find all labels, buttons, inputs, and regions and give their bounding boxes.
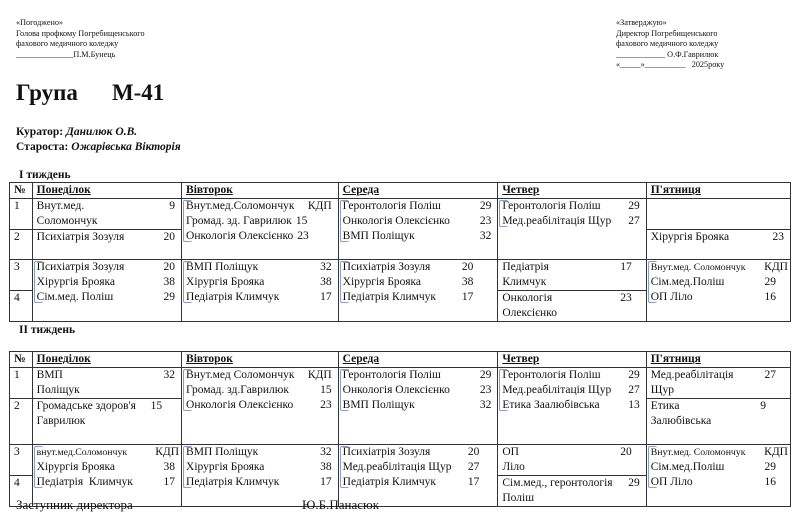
subject: Сім.мед.Поліш [650,461,725,473]
room: КДП [307,200,332,212]
room: 27 [764,369,776,381]
subject: Громад. зд. Гаврилюк [186,215,292,227]
table-row [10,368,791,399]
handwritten-bracket [340,369,349,411]
subject: Хірургія Брояка [36,276,116,288]
subject: внут.мед.Соломончук [36,447,128,458]
subject: Педіатрія Климчук [36,476,133,488]
handwritten-bracket [183,446,192,488]
room: 32 [479,399,492,411]
room: КДП [155,446,180,458]
subject: Хірургія Брояка [650,231,730,243]
schedule-cell [32,260,181,322]
subject: ОП Ліло [650,291,693,303]
room: 29 [479,200,492,212]
approval-line: фахового медичного коледжу [616,39,719,48]
subject: Сім.мед., геронтологія Поліш [502,477,613,504]
header-thursday: Четвер [498,352,646,368]
room: 20 [163,261,176,273]
subject: Мед.реабілітація Щур [650,369,734,396]
approval-block-left [16,18,145,60]
week1-heading: І тиждень [19,169,71,181]
room: 17 [163,476,176,488]
subject: Психіатрія Зозуля [36,231,125,243]
header-tuesday: Вівторок [182,352,339,368]
subject: Геронтологія Поліш [342,200,441,212]
pair-number: 2 [10,230,33,260]
subject: Мед.реабілітація Щур [502,384,612,396]
pair-number: 4 [10,476,33,507]
header-wednesday: Середа [338,183,498,199]
room: 16 [764,291,776,303]
room: 23 [320,399,332,411]
room: 9 [169,200,176,212]
room: 20 [620,446,632,458]
room: 29 [764,276,776,288]
handwritten-bracket [183,369,192,411]
pair-number: 4 [10,291,33,322]
handwritten-bracket [499,200,508,227]
page-title [16,80,164,106]
approval-line: «Погоджено» [16,18,64,27]
room: 17 [320,476,332,488]
subject: Сім.мед.Поліш [650,276,725,288]
schedule-cell [32,230,181,260]
monitor-line [16,141,181,153]
subject: Етика Заалюбівська [502,399,600,411]
table-row [10,260,791,291]
week2-schedule-table [9,351,791,507]
subject: ОП Ліло [502,446,525,473]
room: 32 [163,369,176,381]
room: 38 [320,461,332,473]
room: 29 [479,369,492,381]
subject: Педіатрія Климчук [186,291,280,303]
subject: Геронтологія Поліш [502,200,601,212]
subject: Геронтологія Поліш [342,369,441,381]
table-header-row [10,352,791,368]
approval-line: ____________ О.Ф.Гаврилюк [616,49,719,59]
subject: Онкологія Олексієнко [186,399,294,411]
approval-block-right [616,18,724,71]
room: 38 [163,276,176,288]
subject: Онкологія Олексієнко [342,384,450,396]
header-friday: П'ятниця [646,183,790,199]
curator-name: Данилюк О.В. [66,126,138,138]
schedule-cell [646,199,790,230]
schedule-cell [498,368,646,445]
table-header-row [10,183,791,199]
subject: Внут.мед. Соломончук [650,447,746,458]
pair-number: 3 [10,445,33,476]
subject: Внут.мед. Соломончук [650,262,746,273]
header-thursday: Четвер [498,183,646,199]
handwritten-bracket [648,261,657,303]
room: 29 [628,200,640,212]
room: 17 [620,261,632,273]
room: 27 [628,215,640,227]
room: 20 [461,261,474,273]
group-label: Група [16,80,78,105]
subject: ВМП Поліщук [186,261,259,273]
subject: ВМП Поліщук [342,230,415,242]
schedule-cell [338,368,498,445]
subject: Педіатрія Климчук [186,476,280,488]
curator-label: Куратор: [16,126,64,138]
handwritten-bracket [34,261,43,303]
header-num: № [10,352,33,368]
room: 17 [461,291,474,303]
room: 32 [320,446,332,458]
room: 23 [297,230,309,242]
subject: Геронтологія Поліш [502,369,601,381]
schedule-cell [646,260,790,322]
header-friday: П'ятниця [646,352,790,368]
subject: Громад. зд.Гаврилюк [186,384,289,396]
room: 15 [320,384,332,396]
room: 32 [479,230,492,242]
monitor-name: Ожарівська Вікторія [71,141,181,153]
subject: ВМП Поліщук [186,446,259,458]
schedule-cell [646,230,790,260]
schedule-cell [498,199,646,260]
subject: Внут.мед. Соломончук [36,200,98,227]
signature-name: Ю.Б.Панасюк [302,497,380,512]
handwritten-bracket [499,369,508,411]
handwritten-bracket [34,446,43,488]
header-tuesday: Вівторок [182,183,339,199]
header-wednesday: Середа [338,352,498,368]
room: 38 [163,461,176,473]
pair-number: 2 [10,399,33,445]
schedule-cell [338,260,498,322]
handwritten-bracket [648,446,657,488]
table-row [10,199,791,230]
handwritten-bracket [340,261,349,303]
subject: Мед.реабілітація Щур [502,215,612,227]
curator-line [16,126,137,138]
room: 23 [620,292,632,304]
room: 15 [150,400,163,412]
room: 29 [628,369,640,381]
room: 20 [163,231,176,243]
signature-role: Заступник директора [16,497,133,512]
subject: Хірургія Брояка [186,461,265,473]
room: 9 [760,400,766,412]
handwritten-bracket [183,200,192,242]
approval-line: «_____»__________ 2025року [616,60,725,69]
schedule-cell [498,291,646,322]
subject: Мед.реабілітація Щур [342,461,452,473]
subject: ВМП Поліщук [36,369,80,396]
header-monday: Понеділок [32,183,181,199]
room: 27 [467,461,480,473]
schedule-cell [182,199,339,260]
schedule-cell [646,445,790,507]
schedule-cell [646,399,790,445]
subject: Психіатрія Зозуля [342,446,431,458]
handwritten-bracket [183,261,192,303]
group-code: М-41 [111,80,165,105]
header-num: № [10,183,33,199]
subject: Онкологія Олексієнко [502,292,557,319]
approval-line: Голова профкому Погребищенського [16,28,145,38]
week2-heading: ІІ тиждень [19,324,76,336]
subject: Хірургія Брояка [342,276,422,288]
schedule-cell [182,260,339,322]
approval-line: Директор Погребищенського [616,28,718,38]
schedule-cell [498,476,646,507]
schedule-cell [338,199,498,260]
room: 23 [772,231,784,243]
subject: Сім.мед. Поліш [36,291,114,303]
schedule-cell [32,399,181,445]
schedule-cell [182,368,339,445]
room: 29 [163,291,176,303]
table-row [10,445,791,476]
monitor-label: Староста: [16,141,69,153]
subject: Педіатрія Климчук [502,261,549,288]
schedule-cell [646,368,790,399]
room: 38 [461,276,474,288]
room: 23 [479,215,492,227]
subject: Педіатрія Климчук [342,291,437,303]
subject: Хірургія Брояка [36,461,116,473]
room: 27 [628,384,640,396]
room: 16 [764,476,776,488]
subject: Хірургія Брояка [186,276,265,288]
subject: Психіатрія Зозуля [36,261,125,273]
room: 15 [295,215,308,227]
room: 23 [479,384,492,396]
subject: Внут.мед Соломончук [186,369,295,381]
room: 29 [764,461,776,473]
week1-schedule-table [9,182,791,322]
room: 17 [467,476,480,488]
subject: Онкологія Олексієнко [186,230,294,242]
room: 29 [628,477,640,489]
schedule-cell [32,368,181,399]
room: 32 [320,261,332,273]
handwritten-bracket [340,446,349,488]
subject: Внут.мед.Соломончук [186,200,295,212]
handwritten-bracket [340,200,349,242]
room: КДП [764,261,788,273]
approval-line: фахового медичного коледжу [16,39,119,48]
approval-line: ______________П.М.Бунець [16,49,116,59]
subject: Громадське здоров'я Гаврилюк [36,400,136,427]
approval-line: «Затверджую» [616,18,667,27]
room: КДП [764,446,788,458]
room: 13 [628,399,640,411]
pair-number: 1 [10,199,33,230]
subject: Психіатрія Зозуля [342,261,431,273]
schedule-cell [498,445,646,476]
room: КДП [307,369,332,381]
room: 17 [320,291,332,303]
pair-number: 3 [10,260,33,291]
subject: ВМП Поліщук [342,399,415,411]
subject: Онкологія Олексієнко [342,215,450,227]
subject: ОП Ліло [650,476,693,488]
subject: Педіатрія Климчук [342,476,437,488]
schedule-cell [498,260,646,291]
room: 20 [467,446,480,458]
header-monday: Понеділок [32,352,181,368]
subject: Етика Залюбівська [650,400,712,427]
room: 38 [320,276,332,288]
schedule-cell [32,199,181,230]
pair-number: 1 [10,368,33,399]
